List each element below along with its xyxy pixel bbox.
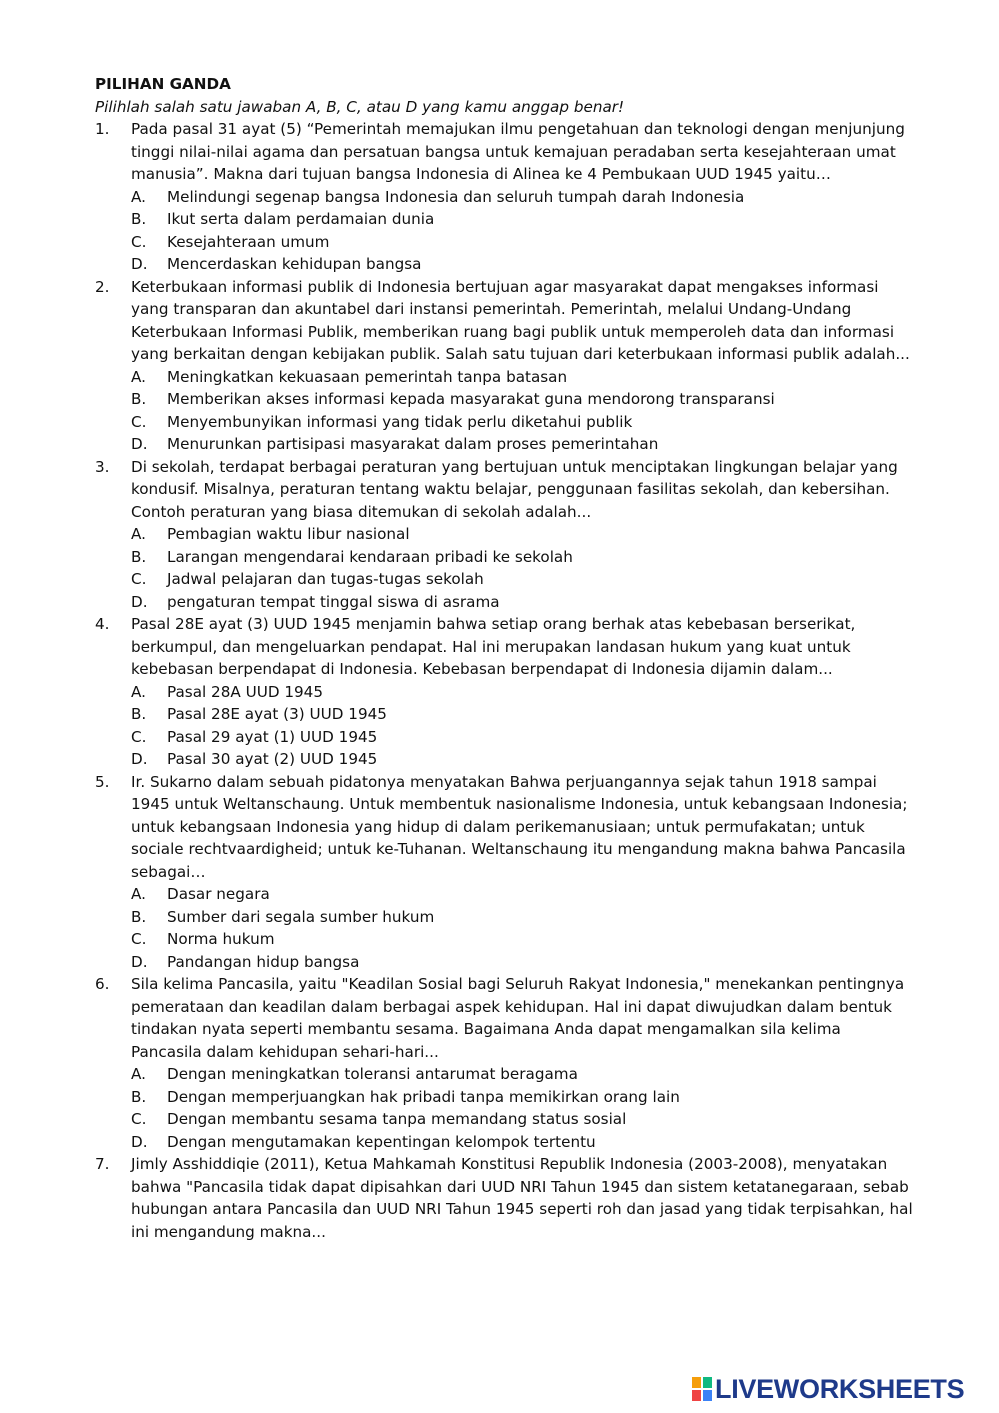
- question-number: 1.: [95, 120, 110, 138]
- option-text: Dasar negara: [167, 885, 270, 903]
- option-text: Dengan memperjuangkan hak pribadi tanpa memikirkan orang lain: [167, 1087, 680, 1106]
- answer-options: [131, 186, 915, 276]
- instruction-text: Pilihlah salah satu jawaban A, B, C, atau D yang kamu anggap benar!: [95, 97, 625, 116]
- answer-option[interactable]: [131, 253, 915, 276]
- liveworksheets-logo: [692, 1374, 964, 1404]
- option-text: Melindungi segenap bangsa Indonesia dan seluruh tumpah darah Indonesia: [167, 187, 745, 206]
- option-letter: C.: [131, 1110, 147, 1128]
- question-item: [95, 118, 915, 276]
- answer-option[interactable]: [131, 1063, 915, 1086]
- option-letter: B.: [131, 547, 147, 566]
- question-item: [95, 613, 915, 771]
- option-letter: D.: [131, 750, 148, 768]
- option-letter: B.: [131, 390, 147, 408]
- option-text: Menyembunyikan informasi yang tidak perlu diketahui publik: [167, 412, 633, 431]
- answer-options: [131, 523, 915, 613]
- answer-option[interactable]: [131, 906, 915, 929]
- option-letter: C.: [131, 727, 147, 746]
- answer-option[interactable]: [131, 186, 915, 209]
- answer-options: [131, 681, 915, 771]
- option-letter: D.: [131, 1132, 148, 1151]
- answer-option[interactable]: [131, 523, 915, 546]
- option-text: Norma hukum: [167, 930, 275, 948]
- option-letter: D.: [131, 255, 148, 273]
- option-text: Jadwal pelajaran dan tugas-tugas sekolah: [167, 570, 484, 588]
- answer-option[interactable]: [131, 1131, 915, 1154]
- answer-option[interactable]: [131, 411, 915, 434]
- question-item: [95, 456, 915, 614]
- option-letter: A.: [131, 1065, 146, 1083]
- logo-text: LIVEWORKSHEETS: [715, 1373, 965, 1404]
- question-number: 6.: [95, 975, 110, 993]
- logo-blocks-icon: [692, 1377, 712, 1401]
- question-text: Ir. Sukarno dalam sebuah pidatonya menyatakan Bahwa perjuangannya sejak tahun 1918 sampai 1945 untuk Weltanschaung. Untuk membentuk nasionalisme Indonesia, untuk kebangsaan Indonesia; untuk kebangsaan Indonesia yang hidup di dalam perikemanusiaan; untuk permufakatan; untuk sociale rechtvaardigheid; untuk ke-Tuhanan. Weltanschaung itu mengandung makna bahwa Pancasila sebagai…: [131, 772, 908, 881]
- answer-option[interactable]: [131, 726, 915, 749]
- answer-option[interactable]: [131, 568, 915, 591]
- question-number: 3.: [95, 457, 110, 476]
- option-letter: C.: [131, 412, 147, 431]
- question-text: Pada pasal 31 ayat (5) “Pemerintah memajukan ilmu pengetahuan dan teknologi dengan menjunjung tinggi nilai-nilai agama dan persatuan bangsa untuk kemajuan peradaban serta kesejahteraan umat manusia”. Makna dari tujuan bangsa Indonesia di Alinea ke 4 Pembukaan UUD 1945 yaitu…: [131, 120, 905, 183]
- answer-option[interactable]: [131, 703, 915, 726]
- answer-option[interactable]: [131, 366, 915, 389]
- question-item: [95, 276, 915, 456]
- option-letter: A.: [131, 367, 146, 386]
- question-item: [95, 1153, 915, 1243]
- option-text: Dengan membantu sesama tanpa memandang status sosial: [167, 1110, 627, 1128]
- answer-option[interactable]: [131, 208, 915, 231]
- question-number: 7.: [95, 1155, 110, 1173]
- answer-options: [131, 883, 915, 973]
- question-item: [95, 771, 915, 974]
- option-letter: B.: [131, 907, 147, 926]
- option-letter: D.: [131, 592, 148, 611]
- answer-option[interactable]: [131, 748, 915, 771]
- answer-options: [131, 366, 915, 456]
- option-text: Pasal 29 ayat (1) UUD 1945: [167, 727, 378, 746]
- answer-option[interactable]: [131, 546, 915, 569]
- answer-option[interactable]: [131, 231, 915, 254]
- option-letter: A.: [131, 885, 146, 903]
- option-text: Pasal 28E ayat (3) UUD 1945: [167, 705, 387, 723]
- question-text: Pasal 28E ayat (3) UUD 1945 menjamin bahwa setiap orang berhak atas kebebasan berserikat, berkumpul, dan mengeluarkan pendapat. Hal ini merupakan landasan hukum yang kuat untuk kebebasan berpendapat di Indonesia. Kebebasan berpendapat di Indonesia dijamin dalam...: [131, 615, 856, 678]
- option-letter: C.: [131, 930, 147, 948]
- answer-option[interactable]: [131, 951, 915, 974]
- option-text: Pembagian waktu libur nasional: [167, 525, 410, 543]
- question-number: 5.: [95, 772, 110, 791]
- option-text: Dengan mengutamakan kepentingan kelompok tertentu: [167, 1132, 596, 1151]
- option-text: Menurunkan partisipasi masyarakat dalam proses pemerintahan: [167, 435, 659, 453]
- option-text: Meningkatkan kekuasaan pemerintah tanpa batasan: [167, 367, 568, 386]
- answer-option[interactable]: [131, 883, 915, 906]
- option-letter: B.: [131, 705, 147, 723]
- option-text: Memberikan akses informasi kepada masyarakat guna mendorong transparansi: [167, 390, 775, 408]
- option-text: Kesejahteraan umum: [167, 232, 330, 251]
- question-item: [95, 973, 915, 1153]
- option-text: Mencerdaskan kehidupan bangsa: [167, 255, 422, 273]
- question-list: [95, 118, 915, 1243]
- option-text: Larangan mengendarai kendaraan pribadi ke sekolah: [167, 547, 573, 566]
- answer-option[interactable]: [131, 591, 915, 614]
- option-text: pengaturan tempat tinggal siswa di asrama: [167, 592, 500, 611]
- question-number: 2.: [95, 277, 110, 296]
- option-letter: D.: [131, 435, 148, 453]
- worksheet-content: [95, 73, 915, 1243]
- option-letter: C.: [131, 232, 147, 251]
- answer-option[interactable]: [131, 388, 915, 411]
- option-letter: A.: [131, 187, 146, 206]
- question-text: Di sekolah, terdapat berbagai peraturan yang bertujuan untuk menciptakan lingkungan belajar yang kondusif. Misalnya, peraturan tentang waktu belajar, penggunaan fasilitas sekolah, dan kebersihan. Contoh peraturan yang biasa ditemukan di sekolah adalah...: [131, 457, 898, 521]
- option-text: Pasal 28A UUD 1945: [167, 682, 323, 701]
- question-text: Sila kelima Pancasila, yaitu "Keadilan Sosial bagi Seluruh Rakyat Indonesia," menekankan pentingnya pemerataan dan keadilan dalam berbagai aspek kehidupan. Hal ini dapat diwujudkan dalam bentuk tindakan nyata seperti membantu sesama. Bagaimana Anda dapat mengamalkan sila kelima Pancasila dalam kehidupan sehari-hari...: [131, 975, 905, 1061]
- option-letter: D.: [131, 952, 148, 971]
- option-text: Dengan meningkatkan toleransi antarumat beragama: [167, 1065, 578, 1083]
- option-letter: A.: [131, 682, 146, 701]
- option-text: Ikut serta dalam perdamaian dunia: [167, 210, 435, 228]
- question-number: 4.: [95, 615, 110, 633]
- section-heading: PILIHAN GANDA: [95, 75, 231, 93]
- option-text: Pandangan hidup bangsa: [167, 952, 360, 971]
- option-letter: C.: [131, 570, 147, 588]
- option-letter: B.: [131, 210, 147, 228]
- answer-option[interactable]: [131, 681, 915, 704]
- answer-option[interactable]: [131, 928, 915, 951]
- option-letter: B.: [131, 1087, 147, 1106]
- option-letter: A.: [131, 525, 146, 543]
- option-text: Pasal 30 ayat (2) UUD 1945: [167, 750, 378, 768]
- question-text: Keterbukaan informasi publik di Indonesia bertujuan agar masyarakat dapat mengakses informasi yang transparan dan akuntabel dari instansi pemerintah. Pemerintah, melalui Undang-Undang Keterbukaan Informasi Publik, memberikan ruang bagi publik untuk memperoleh data dan informasi yang berkaitan dengan kebijakan publik. Salah satu tujuan dari keterbukaan informasi publik adalah...: [131, 277, 910, 363]
- answer-option[interactable]: [131, 1108, 915, 1131]
- option-text: Sumber dari segala sumber hukum: [167, 907, 435, 926]
- answer-option[interactable]: [131, 1086, 915, 1109]
- question-text: Jimly Asshiddiqie (2011), Ketua Mahkamah Konstitusi Republik Indonesia (2003-2008), menyatakan bahwa "Pancasila tidak dapat dipisahkan dari UUD NRI Tahun 1945 dan sistem ketatanegaraan, sebab hubungan antara Pancasila dan UUD NRI Tahun 1945 seperti roh dan jasad yang tidak terpisahkan, hal ini mengandung makna...: [131, 1155, 913, 1241]
- answer-options: [131, 1063, 915, 1153]
- answer-option[interactable]: [131, 433, 915, 456]
